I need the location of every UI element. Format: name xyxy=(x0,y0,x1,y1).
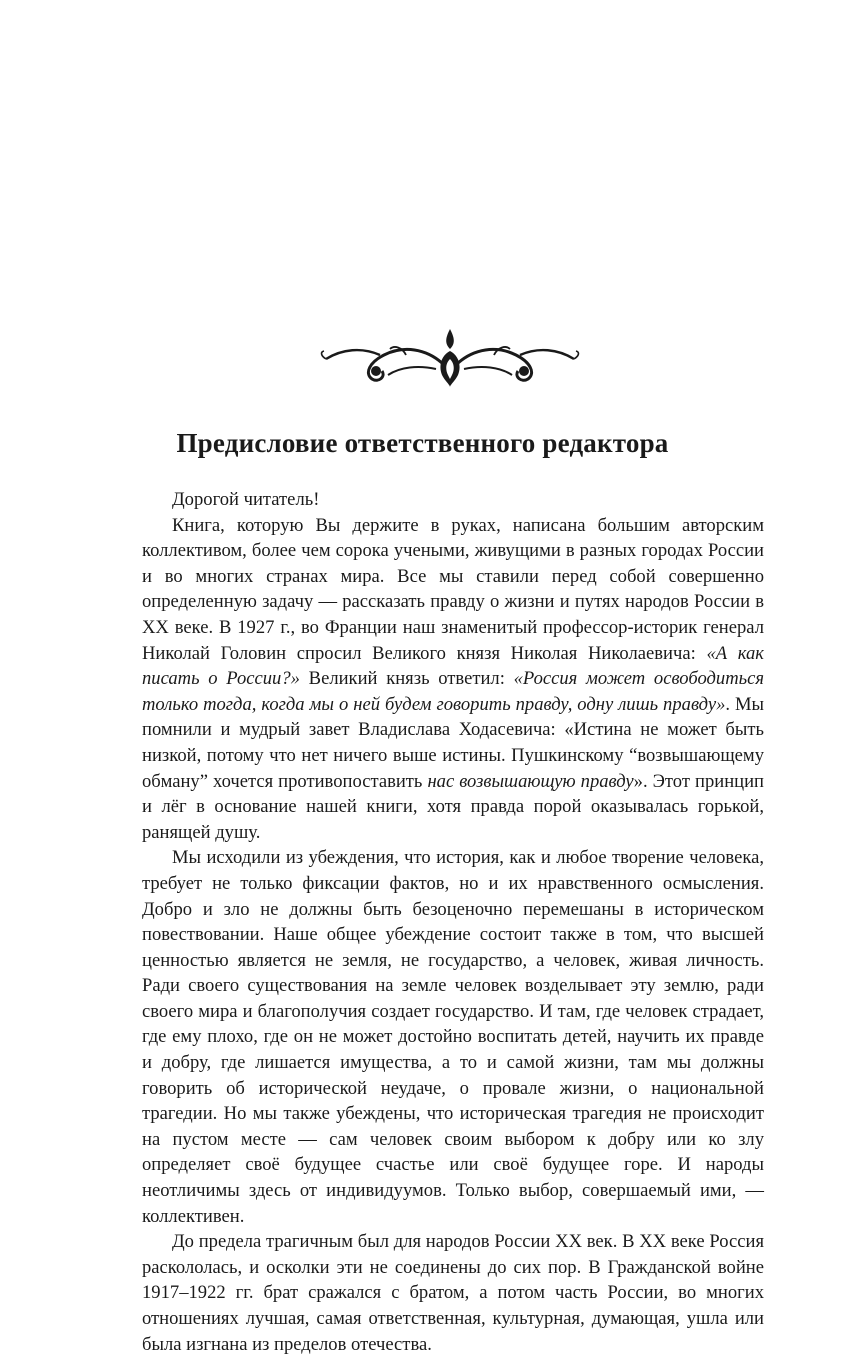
greeting-line: Дорогой читатель! xyxy=(172,489,320,510)
paragraph-1-text-d: ». Этот принцип и лёг в основание нашей книги, хотя правда порой оказывалась горькой, ранящей душу. xyxy=(142,770,764,843)
chapter-title: Предисловие ответственного редактора xyxy=(176,428,669,458)
paragraph-1-text-c: . Мы помнили и мудрый завет Владислава Ходасевича: «Истина не может быть низкой, потому что нет ничего выше истины. Пушкинскому “возвышающему обману” хочется противопоставить xyxy=(142,693,765,792)
paragraph-1-text-a: Книга, которую Вы держите в руках, написана большим авторским коллективом, более чем сорока учеными, живущими в разных городах России и во многих странах мира. Все мы ставили перед собой совершенно определенную задачу — рассказать правду о жизни и путях народов России в XX веке. В 1927 г., во Франции наш знаменитый профессор-историк генерал Николай Головин спросил Великого князя Николая Николаевича: xyxy=(142,514,764,664)
paragraph-1-quote-1: «А как писать о России?» xyxy=(142,642,764,690)
body-text xyxy=(142,487,764,1357)
paragraph-1-text-b: Великий князь ответил: xyxy=(299,668,514,690)
paragraph-1-quote-3: нас возвышающую правду xyxy=(427,770,634,792)
paragraph-2: Мы исходили из убеждения, что история, как и любое творение человека, требует не только фиксации фактов, но и их нравственного осмысления. Добро и зло не должны быть безоценочно перемешаны в историческом повествовании. Наше общее убеждение состоит также в том, что высшей ценностью является не земля, не государство, а человек, живая личность. Ради своего существования на земле человек возделывает эту землю, ради своего мира и благополучия создает государство. И там, где человек страдает, где ему плохо, где он не может достойно воспитать детей, научить их правде и добру, где лишается имущества, а то и самой жизни, там мы должны говорить об исторической неудаче, о провале жизни, о национальной трагедии. Но мы также убеждены, что историческая трагедия не происходит на пустом месте — сам человек своим выбором к добру или ко злу определяет своё будущее счастье или своё будущее горе. И народы неотличимы здесь от индивидуумов. Только выбор, совершаемый ими, — коллективен. xyxy=(142,847,764,1227)
paragraph-1-quote-2: «Россия может освободиться только тогда, когда мы о ней будем говорить правду, одну лишь правду» xyxy=(142,668,764,715)
decorative-flourish-ornament xyxy=(318,325,582,391)
paragraph-1 xyxy=(142,513,764,846)
paragraph-3: До предела трагичным был для народов России XX век. В XX веке Россия раскололась, и осколки эти не соединены до сих пор. В Гражданской войне 1917–1922 гг. брат сражался с братом, а потом часть России, во многих отношениях лучшая, самая ответственная, культурная, думающая, ушла или была изгнана из пределов отечества. xyxy=(142,1231,764,1355)
